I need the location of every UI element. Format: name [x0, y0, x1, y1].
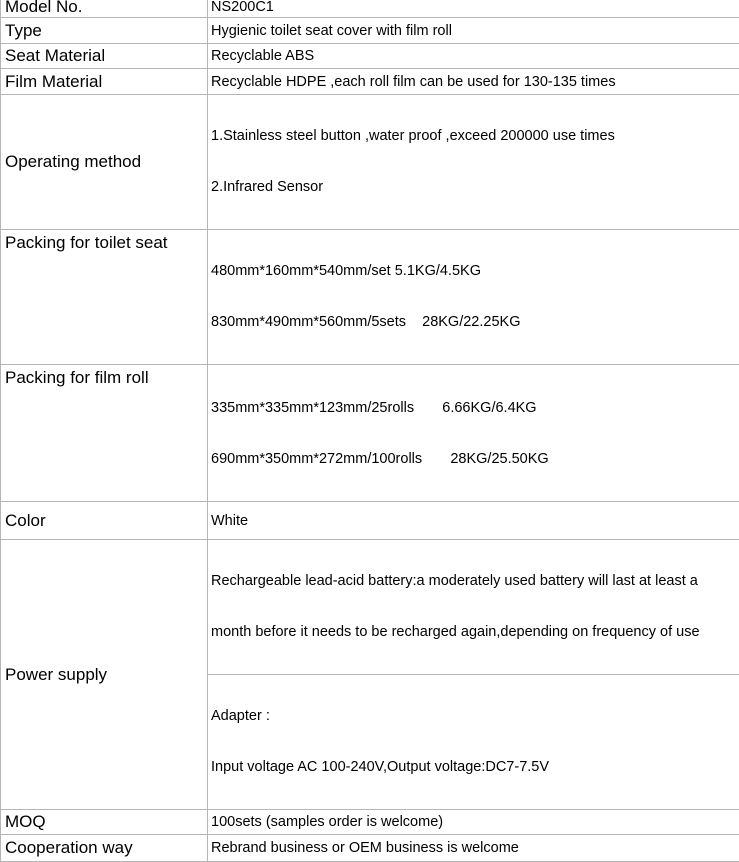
battery-value	[208, 540, 739, 675]
spec-label: Packing for toilet seat	[1, 230, 208, 365]
spec-label: Type	[1, 18, 208, 44]
table-row	[1, 230, 739, 365]
table-row	[1, 44, 739, 69]
adapter-value	[208, 675, 739, 810]
spec-label: Power supply	[1, 540, 208, 810]
value-line: Rechargeable lead-acid battery:a moderately used battery will last at least a	[211, 572, 739, 591]
spec-value: 100sets (samples order is welcome)	[208, 810, 739, 835]
spec-value: Rebrand business or OEM business is welcome	[208, 835, 739, 862]
spec-value: White	[208, 502, 739, 540]
spec-value	[208, 365, 739, 502]
value-line: Input voltage AC 100-240V,Output voltage:DC7-7.5V	[211, 758, 739, 777]
table-row	[1, 0, 739, 18]
table-row	[1, 810, 739, 835]
table-row	[1, 95, 739, 230]
value-line: 1.Stainless steel button ,water proof ,exceed 200000 use times	[211, 127, 739, 146]
spec-label: MOQ	[1, 810, 208, 835]
table-row	[1, 18, 739, 44]
spec-value: Recyclable ABS	[208, 44, 739, 69]
value-line: 690mm*350mm*272mm/100rolls 28KG/25.50KG	[211, 450, 739, 469]
table-row	[1, 835, 739, 862]
spec-value	[208, 230, 739, 365]
table-row	[1, 502, 739, 540]
value-line: 480mm*160mm*540mm/set 5.1KG/4.5KG	[211, 262, 739, 281]
spec-label: Operating method	[1, 95, 208, 230]
table-row	[1, 365, 739, 502]
spec-value: NS200C1	[208, 0, 739, 18]
spec-label: Cooperation way	[1, 835, 208, 862]
value-line: month before it needs to be recharged again,depending on frequency of use	[211, 623, 739, 642]
value-line: 830mm*490mm*560mm/5sets 28KG/22.25KG	[211, 313, 739, 332]
value-line: 335mm*335mm*123mm/25rolls 6.66KG/6.4KG	[211, 399, 739, 418]
spec-value: Hygienic toilet seat cover with film roll	[208, 18, 739, 44]
spec-value	[208, 95, 739, 230]
value-line: Adapter :	[211, 707, 739, 726]
spec-label: Model No.	[1, 0, 208, 18]
spec-label: Packing for film roll	[1, 365, 208, 502]
value-line: 2.Infrared Sensor	[211, 178, 739, 197]
spec-label: Color	[1, 502, 208, 540]
table-row	[1, 69, 739, 95]
spec-label: Seat Material	[1, 44, 208, 69]
table-row	[1, 540, 739, 675]
spec-label: Film Material	[1, 69, 208, 95]
spec-value: Recyclable HDPE ,each roll film can be used for 130-135 times	[208, 69, 739, 95]
